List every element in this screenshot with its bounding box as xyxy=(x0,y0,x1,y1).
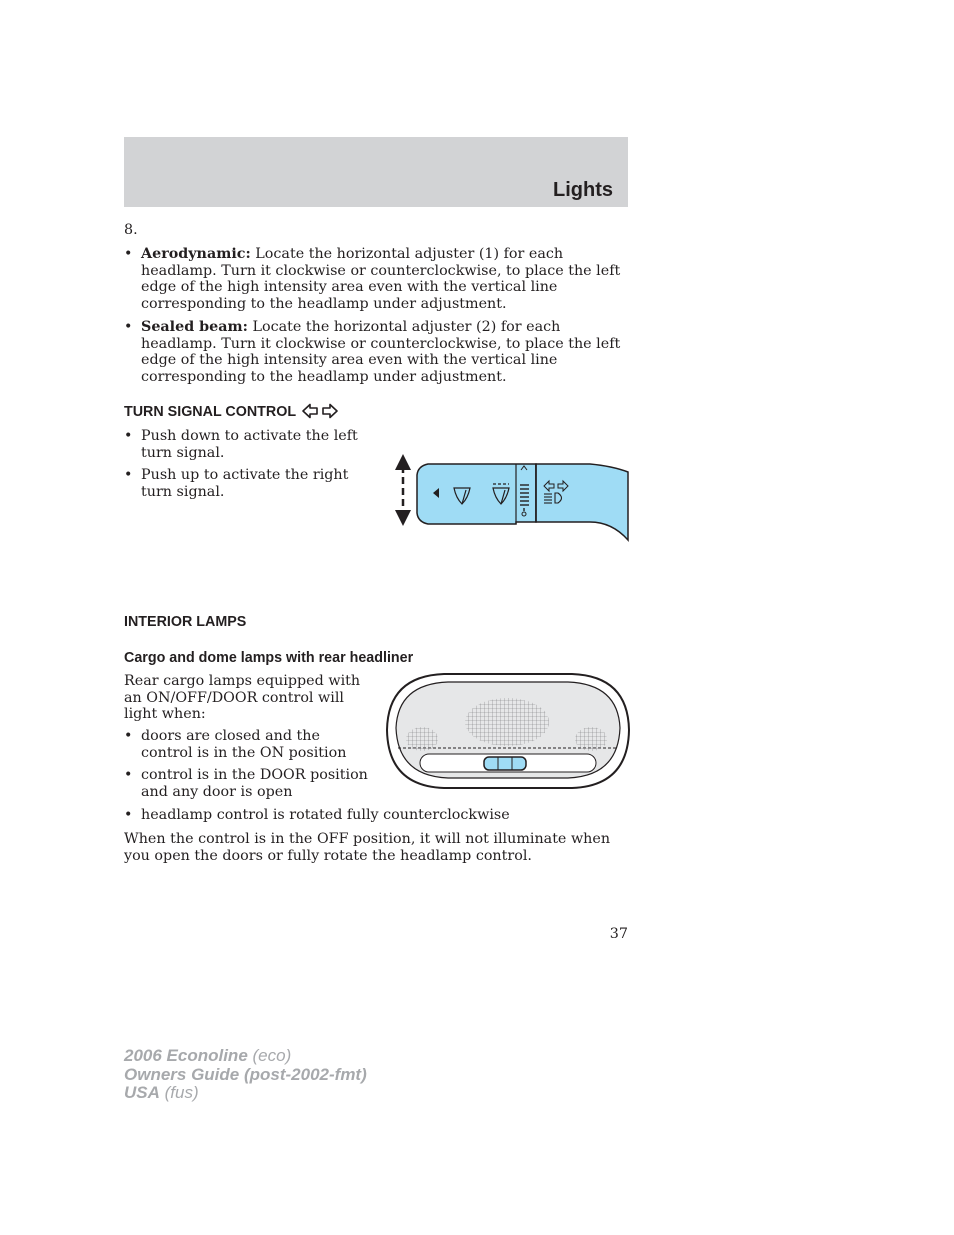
up-down-arrow-icon xyxy=(395,454,411,526)
interior-closing-text: When the control is in the OFF position, it will not illuminate when you open the doors or fully rotate the headlamp control. xyxy=(124,831,611,864)
document-footer xyxy=(124,1047,367,1103)
sealed-beam-text: Locate the horizontal adjuster (2) for each headlamp. Turn it clockwise or counterclockwise, to place the left edge of the high intensity area even with the vertical line corresponding to the headlamp under adjustment. xyxy=(141,319,621,385)
bullet-dot: • xyxy=(124,246,133,262)
turn-signal-heading: TURN SIGNAL CONTROL xyxy=(124,403,338,421)
footer-guide: Owners Guide (post-2002-fmt) xyxy=(124,1064,367,1084)
step-number: 8. xyxy=(124,222,138,238)
bullet-dot: • xyxy=(124,319,133,335)
interior-intro: Rear cargo lamps equipped with an ON/OFF/DOOR control will light when: xyxy=(124,673,361,723)
term-sealed-beam: Sealed beam: xyxy=(141,319,248,335)
page-number: 37 xyxy=(609,926,628,942)
interior-lamps-heading: INTERIOR LAMPS xyxy=(124,614,247,630)
turn-signal-arrows-icon xyxy=(302,403,338,419)
dome-lamp-illustration xyxy=(384,672,632,790)
on-off-door-switch xyxy=(484,757,526,770)
footer-model: 2006 Econoline xyxy=(124,1046,248,1065)
dome-lens-grid-right xyxy=(575,727,607,751)
cargo-dome-subheading: Cargo and dome lamps with rear headliner xyxy=(124,650,414,666)
section-header-band xyxy=(124,137,628,207)
section-title: Lights xyxy=(553,179,613,201)
bullet-dot: • xyxy=(124,428,133,444)
footer-market-code: (fus) xyxy=(159,1083,199,1102)
bullet-dot: • xyxy=(124,807,133,823)
turn-signal-stalk-illustration xyxy=(390,450,630,542)
stalk-shaft xyxy=(536,464,628,540)
term-aerodynamic: Aerodynamic: xyxy=(141,246,251,262)
footer-model-code: (eco) xyxy=(247,1046,292,1065)
dome-lens-grid-center xyxy=(465,698,549,746)
bullet-dot: • xyxy=(124,467,133,483)
bullet-dot: • xyxy=(124,767,133,783)
footer-market: USA xyxy=(124,1083,160,1102)
aerodynamic-text: Locate the horizontal adjuster (1) for each headlamp. Turn it clockwise or counterclockwise, to place the left edge of the high intensity area even with the vertical line corresponding to the headlamp under adjustment. xyxy=(141,246,621,312)
dome-lens-grid-left xyxy=(406,727,438,751)
bullet-dot: • xyxy=(124,728,133,744)
